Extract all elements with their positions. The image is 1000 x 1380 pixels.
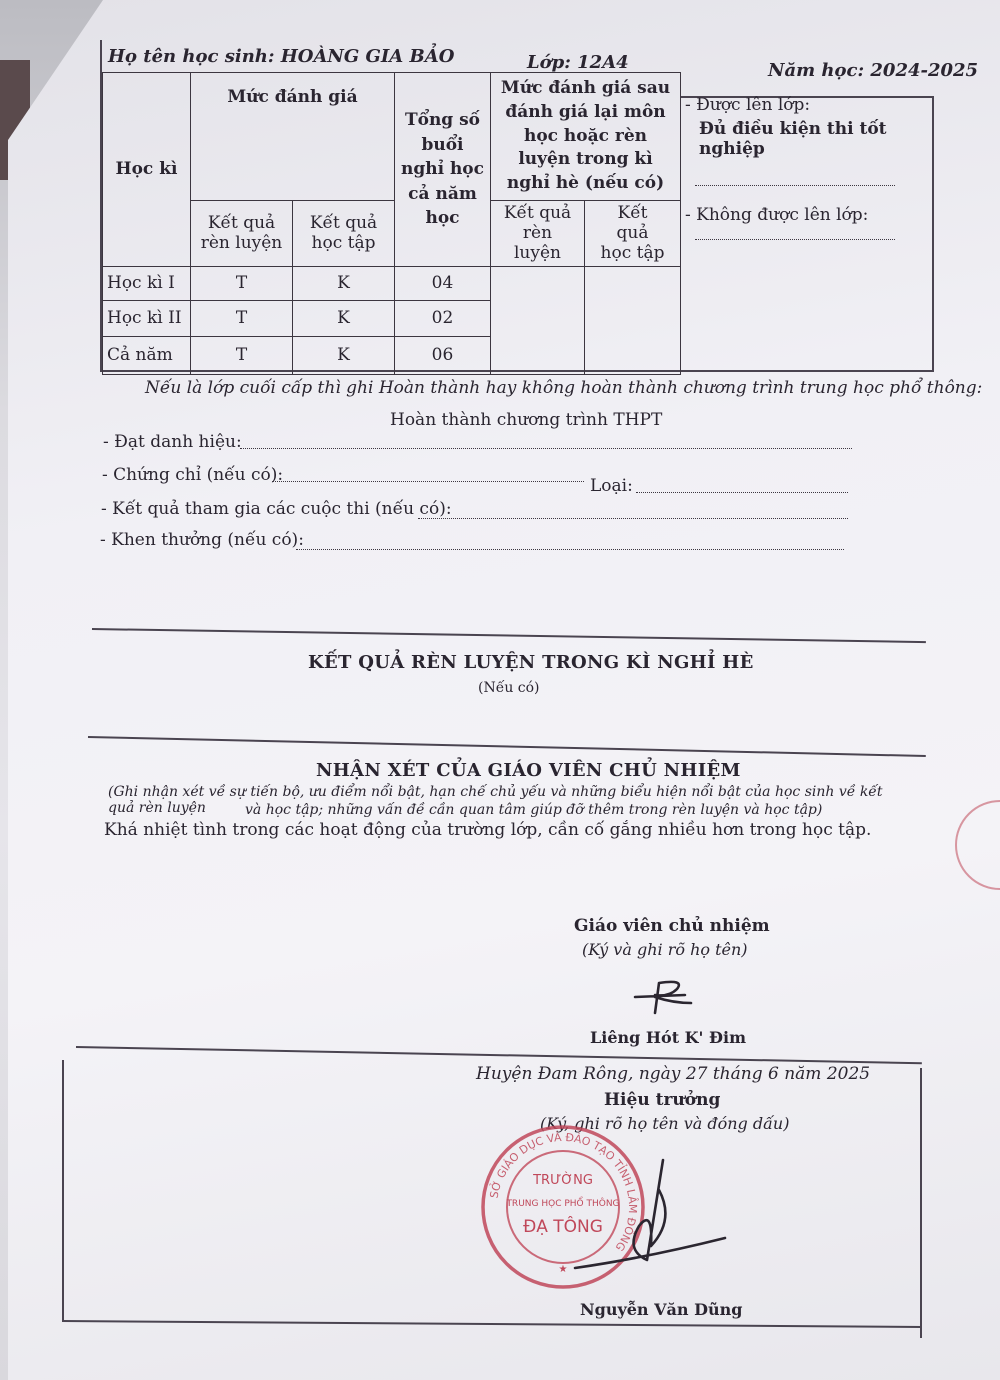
row-study: K — [293, 300, 395, 336]
title-field-label: - Đạt danh hiệu: — [103, 432, 242, 452]
stamp-outer-text: SỞ GIÁO DỤC VÀ ĐÀO TẠO TỈNH LÂM ĐỒNG — [487, 1130, 640, 1254]
teacher-name: Liêng Hót K' Đim — [590, 1028, 747, 1047]
teacher-sign-note: (Ký và ghi rõ họ tên) — [582, 940, 748, 959]
grade-table — [102, 72, 681, 375]
col-re-conduct-header: Kết quả rèn luyện — [491, 200, 585, 266]
col-re-study-header: Kết quả học tập — [585, 200, 681, 266]
certificate-field-line — [272, 481, 584, 482]
col-study-header: Kết quả học tập — [293, 200, 395, 266]
class-label: Lớp: 12A4 — [527, 52, 629, 73]
stamp-line3: ĐẠ TÔNG — [523, 1217, 603, 1237]
place-date: Huyện Đam Rông, ngày 27 tháng 6 năm 2025 — [476, 1064, 871, 1084]
stamp-line1: TRƯỜNG — [533, 1173, 593, 1188]
comment-instruction-2: và học tập; những vấn đề cần quan tâm giúp đỡ thêm trong rèn luyện và học tập) — [245, 802, 823, 818]
school-year: Năm học: 2024-2025 — [768, 60, 979, 81]
completion-note: Nếu là lớp cuối cấp thì ghi Hoàn thành hay không hoàn thành chương trình trung học phổ thông: — [145, 378, 983, 398]
row-label: Cả năm — [103, 336, 191, 374]
col-absences-header: Tổng số buổi nghỉ học cả năm học — [395, 73, 491, 267]
row-label: Học kì I — [103, 266, 191, 300]
col-rating-header: Mức đánh giá — [191, 73, 395, 201]
certificate-field-label: - Chứng chỉ (nếu có): — [102, 465, 284, 485]
frame-left-bottom — [62, 1060, 64, 1322]
comment-instruction-1: (Ghi nhận xét về sự tiến bộ, ưu điểm nổi bật, hạn chế chủ yếu và những biểu hiện nổi bật của học sinh về kết quả rèn luyện — [108, 784, 883, 816]
competition-field-label: - Kết quả tham gia các cuộc thi (nếu có): — [101, 499, 452, 519]
principal-sign-note: (Ký, ghi rõ họ tên và đóng dấu) — [540, 1114, 790, 1133]
type-field-line — [636, 492, 848, 493]
promoted-label: - Được lên lớp: — [685, 95, 811, 115]
row-conduct: T — [191, 300, 293, 336]
competition-field-line — [418, 518, 848, 519]
table-row — [103, 266, 681, 300]
row-study: K — [293, 336, 395, 374]
summer-heading: KẾT QUẢ RÈN LUYỆN TRONG KÌ NGHỈ HÈ — [308, 652, 754, 673]
col-semester-header: Học kì — [103, 73, 191, 267]
principal-signature — [555, 1150, 745, 1290]
student-name: Họ tên học sinh: HOÀNG GIA BẢO — [108, 46, 455, 67]
type-field-label: Loại: — [590, 476, 633, 496]
comment-heading: NHẬN XÉT CỦA GIÁO VIÊN CHỦ NHIỆM — [316, 760, 741, 781]
row-re-conduct — [491, 266, 585, 374]
principal-name: Nguyễn Văn Dũng — [580, 1300, 743, 1319]
completion-value: Hoàn thành chương trình THPT — [390, 410, 663, 430]
star-icon: ★ — [558, 1264, 568, 1275]
row-label: Học kì II — [103, 300, 191, 336]
col-conduct-header: Kết quả rèn luyện — [191, 200, 293, 266]
teacher-signature — [625, 975, 705, 1015]
promotion-block — [685, 95, 935, 245]
comment-text: Khá nhiệt tình trong các hoạt động của trường lớp, cần cố gắng nhiều hơn trong học tập. — [104, 820, 872, 840]
not-promoted-dots — [695, 239, 895, 240]
row-conduct: T — [191, 266, 293, 300]
summer-sub: (Nếu có) — [478, 680, 540, 696]
row-conduct: T — [191, 336, 293, 374]
row-absences: 04 — [395, 266, 491, 300]
frame-right-bottom — [920, 1068, 922, 1338]
promoted-dots — [695, 185, 895, 186]
title-field-line — [240, 448, 852, 449]
teacher-role: Giáo viên chủ nhiệm — [574, 916, 770, 936]
row-absences: 02 — [395, 300, 491, 336]
graduation-eligible: Đủ điều kiện thi tốt nghiệp — [699, 119, 887, 159]
row-study: K — [293, 266, 395, 300]
principal-role: Hiệu trưởng — [604, 1090, 721, 1110]
award-field-label: - Khen thưởng (nếu có): — [100, 530, 304, 550]
award-field-line — [296, 549, 844, 550]
col-reassess-header: Mức đánh giá sau đánh giá lại môn học hoặc rèn luyện trong kì nghỉ hè (nếu có) — [491, 73, 681, 201]
stamp-line2: TRUNG HỌC PHỔ THÔNG — [506, 1199, 620, 1209]
row-re-study — [585, 266, 681, 374]
not-promoted-label: - Không được lên lớp: — [685, 205, 869, 225]
row-absences: 06 — [395, 336, 491, 374]
